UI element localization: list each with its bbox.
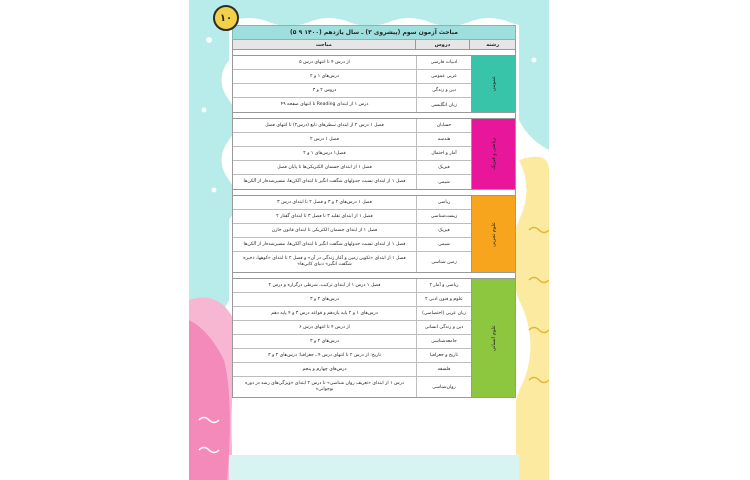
table-row [233,321,471,335]
lesson-cell: عربی عمومی [416,70,471,83]
field-label-cell [471,119,515,189]
topics-cell: فصل ۱ از ابتدای نسبت جدولهای شگفت انگیز تا ابتدای آلکن‌ها، مسیرشده‌ار از آلکن‌ها [243,179,406,184]
field-group [232,279,516,398]
table-row [233,70,471,84]
header-topics: مباحث [315,41,332,48]
lesson-cell: فیزیک [416,224,471,237]
table-row [233,307,471,321]
lesson-cell: شیمی [416,175,471,189]
table-row [233,293,471,307]
table-row [233,119,471,133]
topics-cell: فصل ۱ درس ۲ [310,136,339,142]
table-body [232,50,516,398]
table-row [233,252,471,272]
lesson-cell: زبان انگلیسی [416,98,471,112]
topics-cell: فصل ۱ درس‌های ۲ و ۳ و فصل ۲ تا ابتدای درس ۳ [277,199,372,205]
lesson-cell: ادبیات فارسی [416,56,471,69]
lesson-cell: زمین شناسی [416,252,471,272]
table-row [233,363,471,377]
table-row [233,224,471,238]
topics-cell: درس‌های ۲ و ۳ [310,338,339,344]
table-row [233,196,471,210]
table-row [233,84,471,98]
topics-cell: فصل ۱ درس ۲ از ابتدای سطرهای تابع (درس۲) تا انتهای فصل [265,122,384,128]
lesson-cell: زیست‌شناسی [416,210,471,223]
lesson-cell: فیزیک [416,161,471,174]
field-group [232,196,516,273]
table-row [233,377,471,397]
table-row [233,147,471,161]
table-row [233,161,471,175]
field-label-cell [471,196,515,272]
field-label: علوم انسانی [490,324,497,352]
group-rows [233,196,471,272]
field-group [232,119,516,190]
table-row [233,279,471,293]
group-rows [233,279,471,397]
topics-cell: فصل ۱ از ابتدای نسبت جدولهای شگفت انگیز تا ابتدای آلکن‌ها، مسیرشده‌ار از آلکن‌ها [243,241,406,247]
page-number-badge [213,5,239,31]
lesson-cell: دین و زندگی [416,84,471,97]
table-row [233,335,471,349]
topics-cell: از درس ۴ تا انتهای درس ۵ [299,59,350,65]
topics-cell: فصل ۱ از ابتدای جسمان الکتریکی تا ابتدای قانون خازن [271,227,378,233]
field-label-cell [471,279,515,397]
table-title: مباحث آزمون سوم (پیشروی ۳) ـ سال یازدهم (۱۴۰۰ ۹ ۵) [232,25,516,40]
topics-cell: فصل ۱ از ابتدای «تکوین زمین و آغاز زندگی در آن» و فصل ۲ تا ابتدای «کوهها، ذخیره شگفت انگیز» دنیای کانی‌ها» [243,256,406,267]
topics-cell: درس‌های ۱ و ۲ [310,73,339,79]
topics-cell: درس ۱ از ابتدای Reading تا انتهای صفحه ۴۹ [280,102,369,107]
topics-cell: تاریخ: از درس ۲ تا انتهای درس ۴ ـ جغرافیا: درس‌های ۲ و ۳ [268,352,381,358]
topics-cell: فصل۱ درس‌های ۱ و ۲ [303,150,346,156]
schedule-table [232,25,516,398]
table-row [233,56,471,70]
table-row [233,238,471,252]
lesson-cell: ریاضی [416,196,471,209]
lesson-cell: علوم و فنون ادبی ۲ [416,293,471,306]
field-label-cell [471,56,515,112]
lesson-cell: تاریخ و جغرافیا [416,349,471,362]
lesson-cell: زبان عربی (اختصاصی) [416,307,471,320]
header-lesson: دروس [415,40,470,49]
topics-cell: فصل ۱ از ابتدای جسمان الکتریکی‌ها تا پایان فصل [277,164,372,170]
topics-cell: دروس ۲ و ۳ [312,87,337,93]
lesson-cell: روان‌شناسی [416,377,471,397]
group-rows [233,56,471,112]
topics-cell: فصل ۱ از ابتدای تقلید ۳ تا فصل ۳ تا ابتدای گفتار ۲ [276,213,373,219]
table-row [233,98,471,112]
table-row [233,175,471,189]
table-row [233,349,471,363]
lesson-cell: آمار و احتمال [416,147,471,160]
field-label: علوم تجربی [490,221,497,247]
field-group [232,56,516,113]
header-field: رشته [469,40,515,49]
field-label: عمومی [490,76,497,92]
group-rows [233,119,471,189]
page-number: ۱۰ [219,12,233,24]
lesson-cell: فلسفه [416,363,471,376]
lesson-cell: دین و زندگی انسانی [416,321,471,334]
lesson-cell: ریاضی و آمار ۲ [416,279,471,292]
lesson-cell: شیمی [416,238,471,251]
table-header [232,40,516,50]
lesson-cell: جامعه‌شناسی [416,335,471,348]
lesson-cell: حسابان [416,119,471,132]
topics-cell: درس‌های ۲ و ۳ [310,296,339,302]
topics-cell: فصل ۱ درس ۱ از ابتدای ترکیب، شرطی درگزاره و درس ۲ [268,282,381,288]
topics-cell: درس‌های چهارم و پنجم [302,366,347,372]
field-label: ریاضی و فیزیک [490,138,497,170]
topics-cell: درس‌های ۱ و ۲ پایه یازدهم و قواعد درس ۳ و ۴ پایه دهم [271,310,378,316]
table-row [233,210,471,224]
topics-cell: از درس ۴ تا انتهای درس ۶ [299,324,350,330]
schedule-sheet [232,25,516,455]
lesson-cell: هندسه [416,133,471,146]
topics-cell: درس ۱ از ابتدای «تعریف روان شناسی» تا درس ۲ ابتدای «ویژگی‌های رشد در دوره نوجوانی» [245,381,404,392]
table-row [233,133,471,147]
